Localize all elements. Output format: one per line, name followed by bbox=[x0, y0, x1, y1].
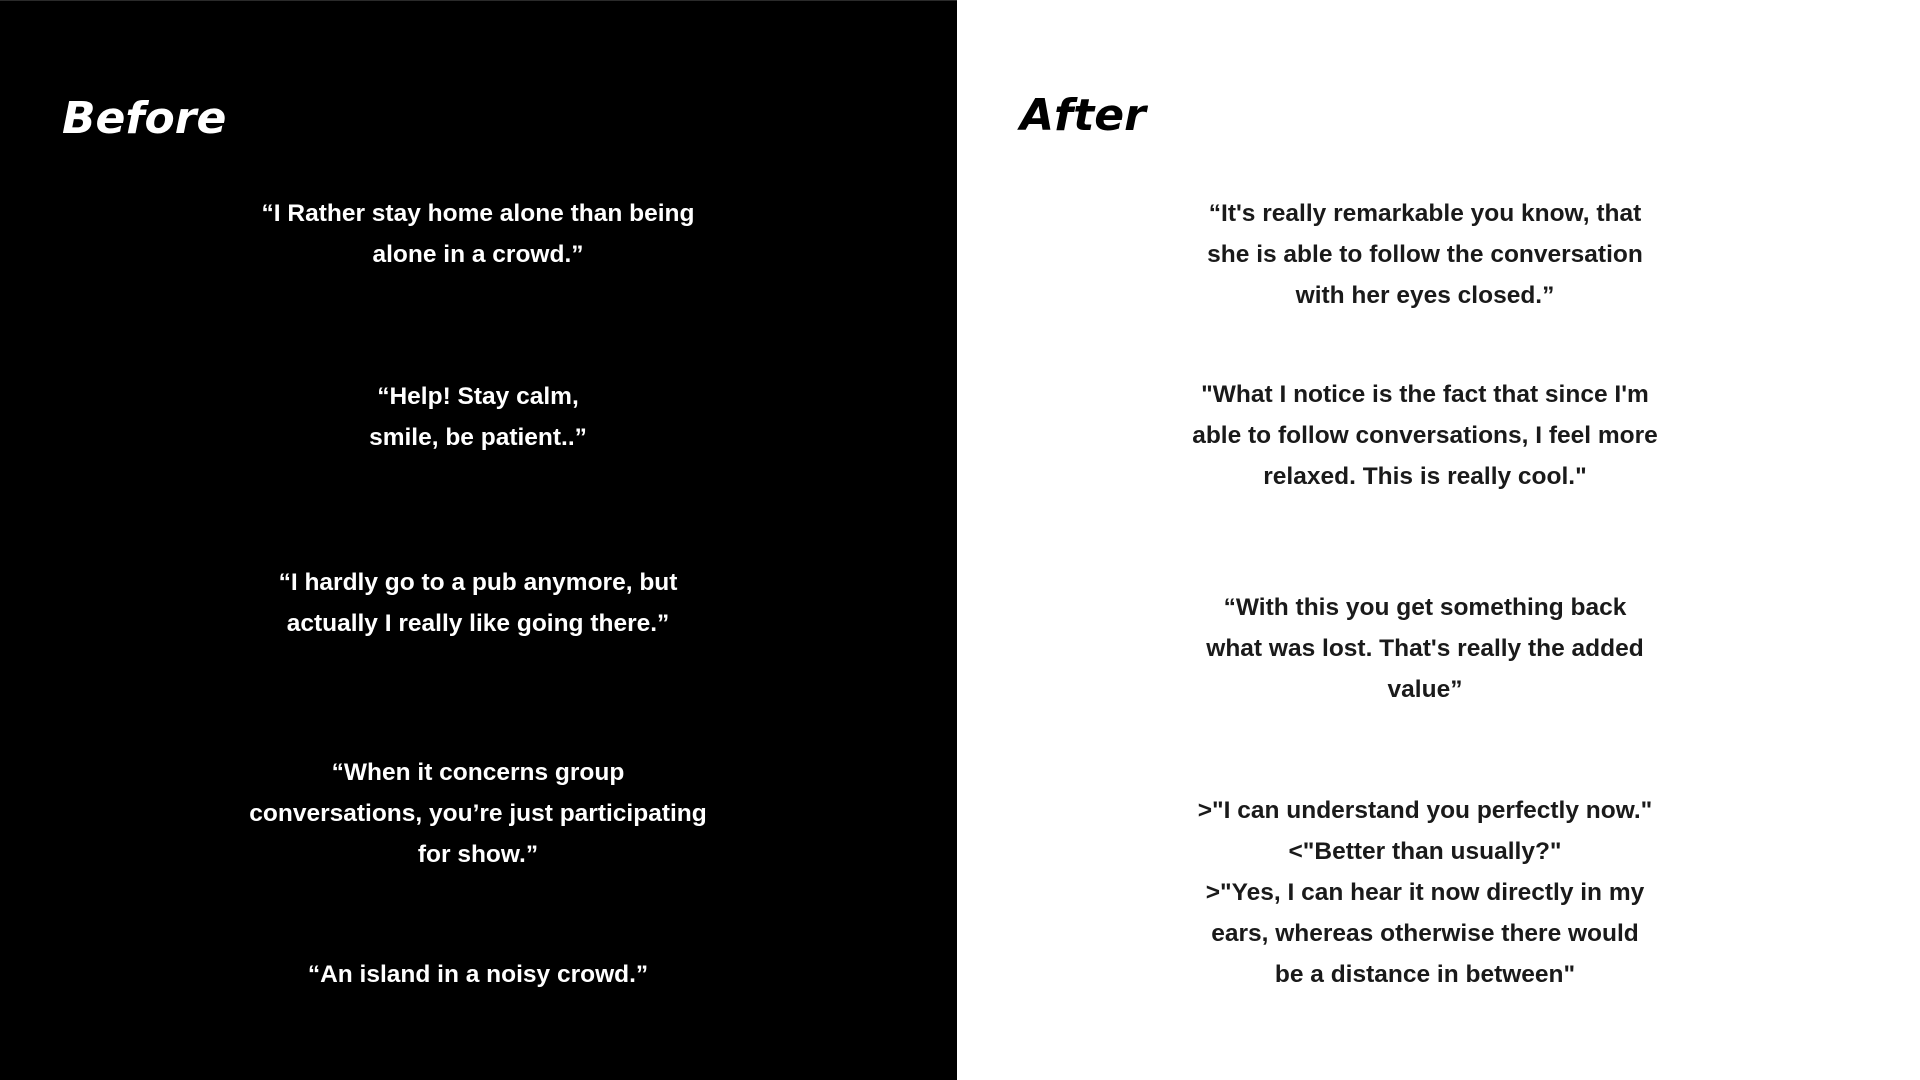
before-quote-4: “When it concerns group conversations, you’re just participating for show.” bbox=[249, 759, 707, 868]
before-panel bbox=[0, 0, 957, 1080]
before-quote-3: “I hardly go to a pub anymore, but actually I really like going there.” bbox=[278, 569, 678, 637]
before-quote-5: “An island in a noisy crowd.” bbox=[307, 961, 649, 988]
after-quote-3: “With this you get something back what was lost. That's really the added value” bbox=[1206, 594, 1644, 703]
after-quote-1: “It's really remarkable you know, that she is able to follow the conversation with her eyes closed.” bbox=[1207, 200, 1643, 309]
after-heading: After bbox=[1020, 90, 1146, 141]
before-quote-2: “Help! Stay calm, smile, be patient..” bbox=[369, 383, 587, 451]
after-quote-4: >"I can understand you perfectly now." <"Better than usually?" >"Yes, I can hear it now directly in my ears, whereas otherwise there would be a distance in between" bbox=[1197, 797, 1653, 988]
before-quote-1: “I Rather stay home alone than being alone in a crowd.” bbox=[261, 200, 695, 268]
before-heading: Before bbox=[62, 93, 227, 144]
after-panel bbox=[957, 0, 1920, 1080]
after-quote-2: "What I notice is the fact that since I'm able to follow conversations, I feel more relaxed. This is really cool." bbox=[1192, 381, 1658, 490]
